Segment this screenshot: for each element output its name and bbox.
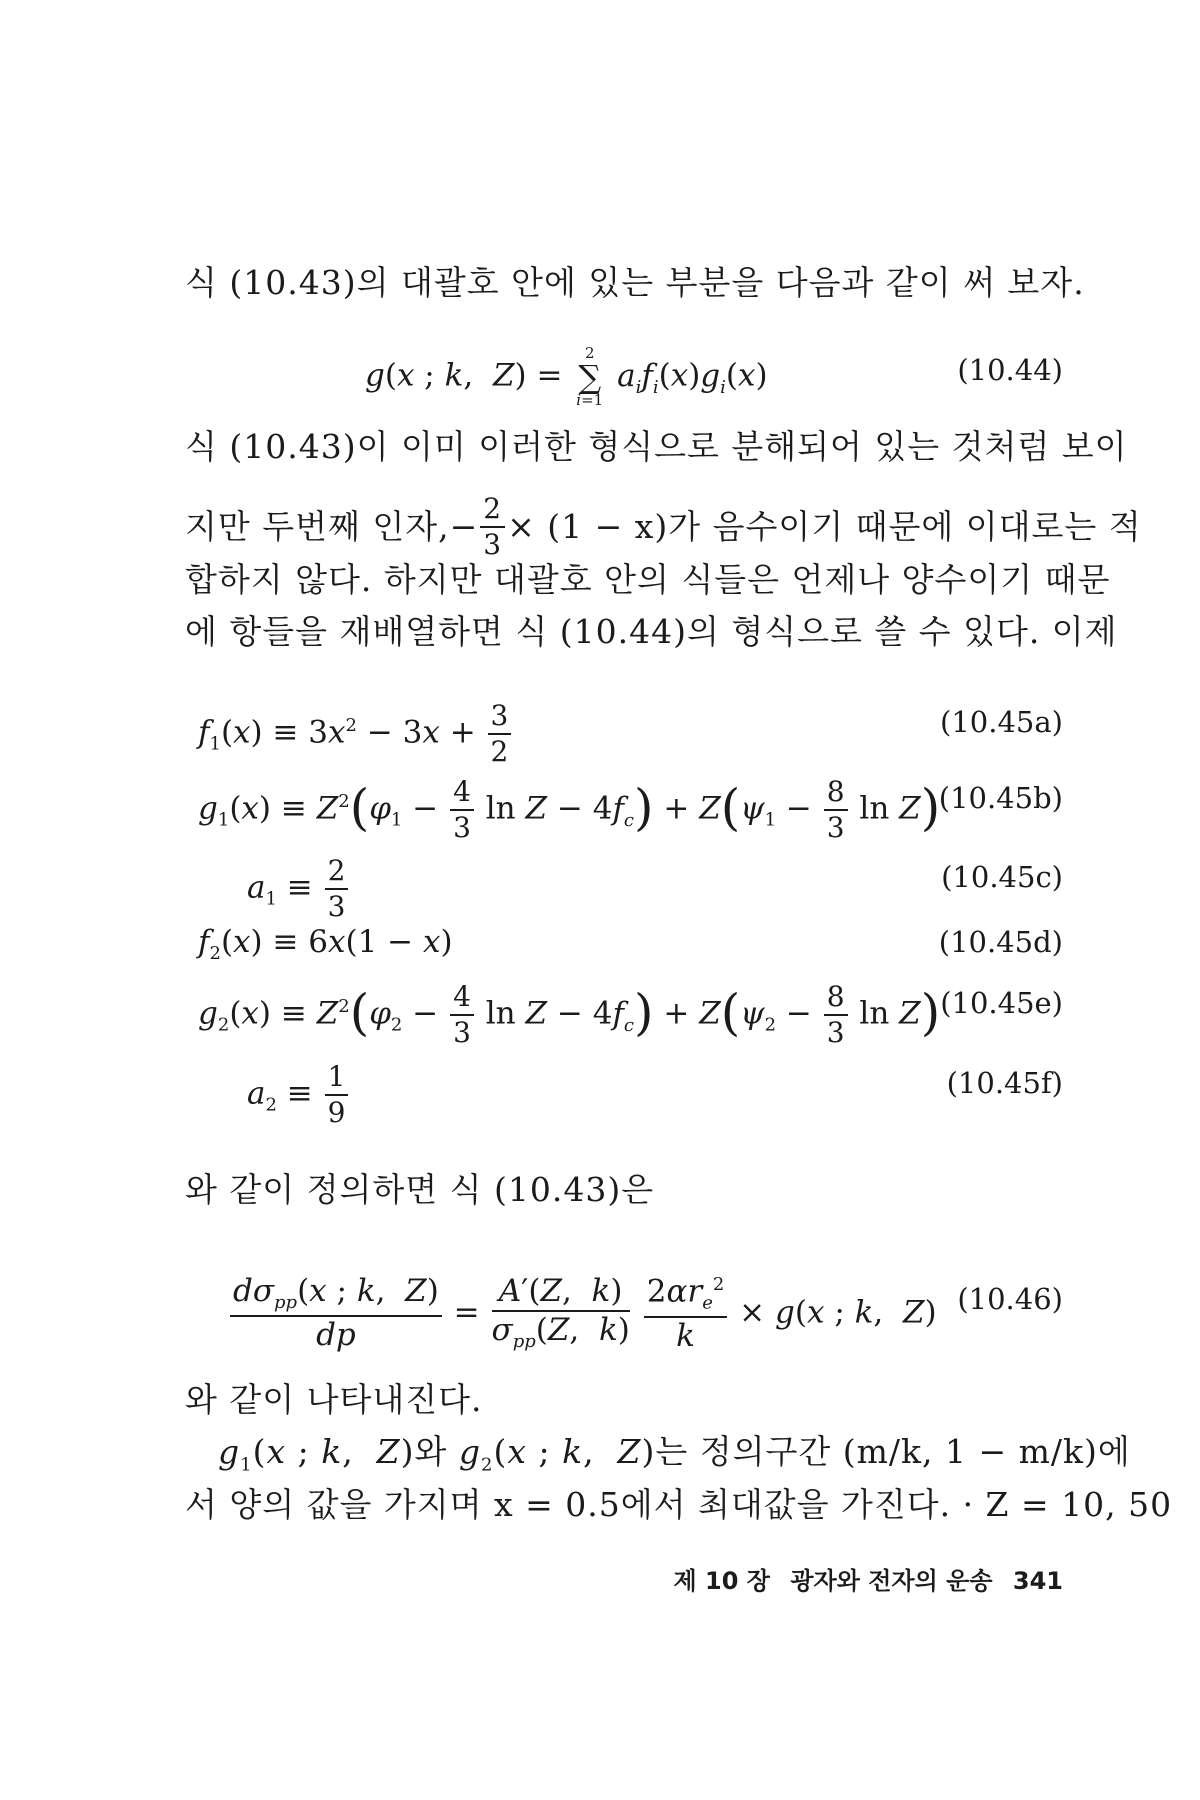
- equation-10-45b: $g_1(x) \equiv Z^2(\varphi_1$ − $\frac{4}{3}$ $\ln Z - 4f_c) + Z(\psi_1$ − $\frac{8}{3}$ ln Z): [198, 775, 941, 844]
- equation-10-45a: $f_1(x) \equiv 3x^2 - 3x$ + $\frac{3}{2}$: [198, 702, 513, 766]
- equation-10-45e: $g_2(x) \equiv Z^2(\varphi_2$ − $\frac{4}{3}$ $\ln Z - 4f_c) + Z(\psi_2$ − $\frac{8}{3}$ ln Z): [198, 980, 941, 1049]
- paragraph-line-7: 와 같이 나타내진다.: [185, 1380, 483, 1419]
- line-8-text-mid: 와: [414, 1432, 448, 1471]
- line-8-text-post: 는 정의구간 (m/k, 1 − m/k)에: [655, 1432, 1131, 1471]
- footer-chapter: 제 10 장: [673, 1567, 770, 1595]
- equation-number-10-44: (10.44): [957, 353, 1063, 387]
- paragraph-line-5: 에 항들을 재배열하면 식 (10.44)의 형식으로 쓸 수 있다. 이제: [185, 612, 1118, 651]
- equation-10-45f: $a_2$ ≡ $\frac{1}{9}$: [247, 1063, 350, 1127]
- paragraph-line-2: 식 (10.43)이 이미 이러한 형식으로 분해되어 있는 것처럼 보이: [185, 427, 1128, 466]
- equation-number-10-46: (10.46): [957, 1282, 1063, 1316]
- paragraph-line-9: 서 양의 값을 가지며 x = 0.5에서 최대값을 가진다. · Z = 10, 50: [185, 1485, 1173, 1524]
- footer-title: 광자와 전자의 운송: [790, 1567, 993, 1595]
- line-3-text-post: × (1 − x)가 음수이기 때문에 이대로는 적: [507, 507, 1142, 546]
- paragraph-line-1: 식 (10.43)의 대괄호 안에 있는 부분을 다음과 같이 써 보자.: [185, 263, 1085, 302]
- paragraph-line-8: $g_1(x$ ; k, Z)와 $g_2(x$ ; k, Z)는 정의구간 (m/k, 1 − m/k)에: [218, 1432, 1131, 1476]
- paragraph-line-3: 지만 두번째 인자, − $\frac{2}{3}$ × (1 − x)가 음수이기 때문에 이대로는 적: [185, 492, 1142, 561]
- equation-number-10-45a: (10.45a): [940, 705, 1063, 739]
- page-footer: [662, 1561, 1064, 1596]
- equation-number-10-45f: (10.45f): [946, 1066, 1063, 1100]
- equation-number-10-45e: (10.45e): [940, 986, 1063, 1020]
- equation-number-10-45c: (10.45c): [941, 860, 1063, 894]
- equation-10-44: g(x ; k, Z) = 2 ∑ i=1 $a_if_i(x)g_i(x)$: [365, 344, 768, 409]
- equation-10-45c: $a_1$ ≡ $\frac{2}{3}$: [247, 857, 350, 921]
- equation-10-45d: $f_2(x) \equiv 6x(1 - x)$: [198, 924, 453, 965]
- equation-number-10-45d: (10.45d): [938, 925, 1063, 959]
- paragraph-line-4: 합하지 않다. 하지만 대괄호 안의 식들은 언제나 양수이기 때문: [185, 560, 1111, 599]
- equation-number-10-45b: (10.45b): [938, 781, 1063, 815]
- equation-10-46: $\frac{d\sigma_{pp}(x ; k, Z)}{dp}$ = $\frac{A'(Z, k)}{\sigma_{pp}(Z, k)}$ $\frac{2\alpha r_e^2}{k}$ × g(x ; k, Z): [228, 1276, 937, 1352]
- paragraph-line-6: 와 같이 정의하면 식 (10.43)은: [185, 1170, 655, 1209]
- line-3-text-pre: 지만 두번째 인자,: [185, 507, 450, 546]
- footer-page-number: 341: [1012, 1567, 1063, 1595]
